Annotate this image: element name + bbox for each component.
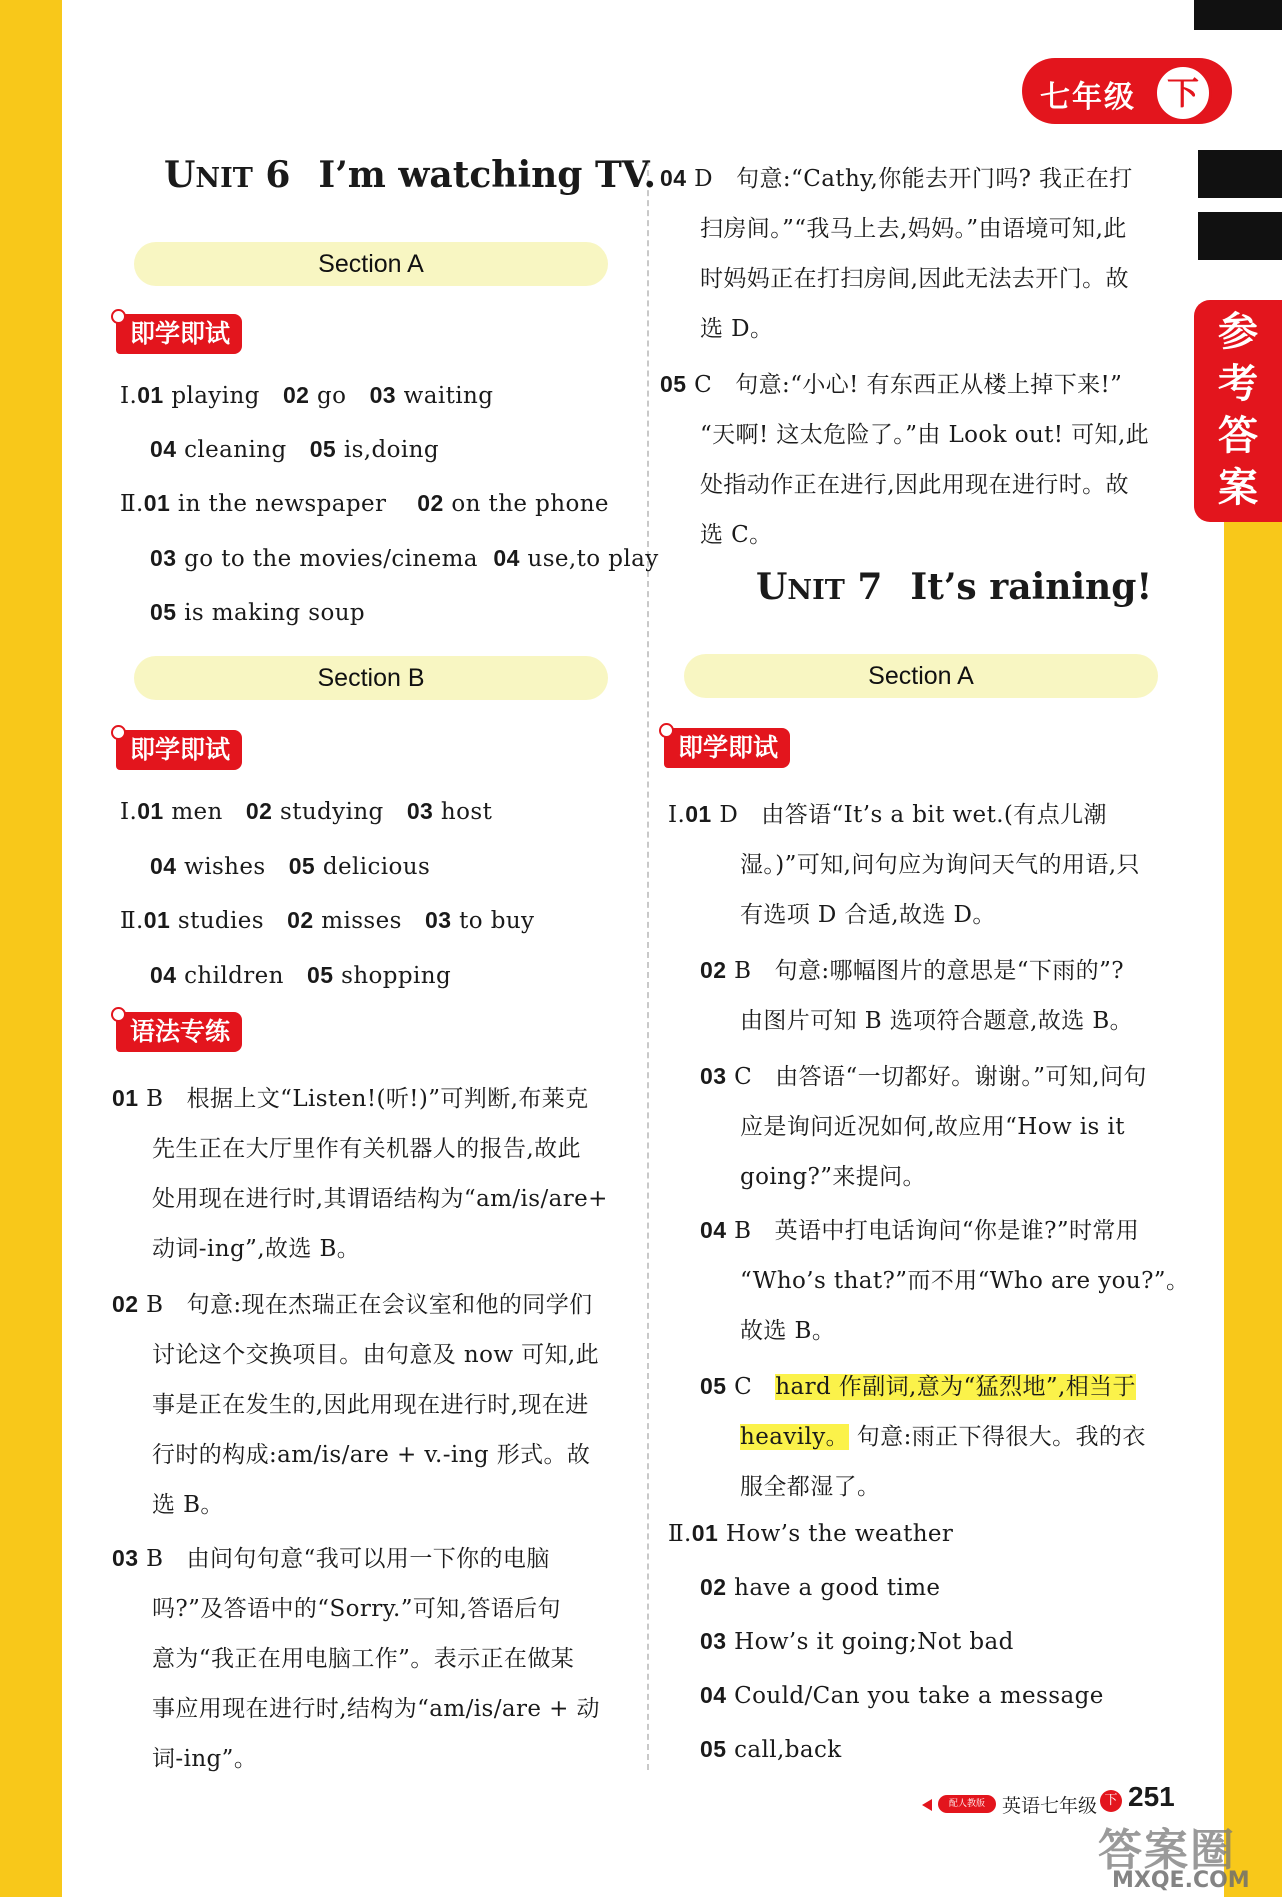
unit7-practice-badge: 即学即试 xyxy=(664,728,790,768)
g03-line2: 吗?”及答语中的“Sorry.”可知,答语后句 xyxy=(152,1596,561,1622)
u7-05-line1: 05 C hard 作副词,意为“猛烈地”,相当于 xyxy=(700,1373,1136,1400)
g01-line4: 动词-ing”,故选 B。 xyxy=(152,1236,361,1262)
reference-answer-tab xyxy=(1194,300,1282,522)
g01-line2: 先生正在大厅里作有关机器人的报告,故此 xyxy=(152,1136,581,1162)
column-divider xyxy=(647,160,649,1770)
unit7-title: UNIT 7 It’s raining! xyxy=(756,566,1153,608)
g03-line4: 事应用现在进行时,结构为“am/is/are + 动 xyxy=(152,1696,600,1722)
ref-char-3: 答 xyxy=(1218,413,1258,459)
highlighted-heavily: heavily。 xyxy=(740,1424,850,1450)
r05-line1: 05 C 句意:“小心! 有东西正从楼上掉下来!” xyxy=(660,371,1123,398)
ref-char-2: 考 xyxy=(1218,361,1258,407)
u7-05-line3: 服全都湿了。 xyxy=(740,1474,881,1500)
g02-line3: 事是正在发生的,因此用现在进行时,现在进 xyxy=(152,1392,589,1418)
u7-01-line2: 湿。)”可知,问句应为询问天气的用语,只 xyxy=(740,852,1140,878)
unit6-title: UNIT 6 I’m watching TV. xyxy=(164,154,656,196)
u7-04-line2: “Who’s that?”而不用“Who are you?”。 xyxy=(740,1268,1190,1294)
practice-badge-b: 即学即试 xyxy=(116,730,242,770)
u7-03-line2: 应是询问近况如何,故应用“How is it xyxy=(740,1114,1125,1140)
footer-volume-circle: 下 xyxy=(1100,1790,1122,1812)
g01-line3: 处用现在进行时,其谓语结构为“am/is/are+ xyxy=(152,1186,608,1212)
u7-03-line1: 03 C 由答语“一切都好。谢谢。”可知,问句 xyxy=(700,1063,1147,1090)
u7-02-line1: 02 B 句意:哪幅图片的意思是“下雨的”? xyxy=(700,957,1124,984)
footer-edition-tag: 配人教版 xyxy=(938,1795,996,1813)
g03-line3: 意为“我正在用电脑工作”。表示正在做某 xyxy=(152,1646,575,1672)
r04-line2: 扫房间。”“我马上去,妈妈。”由语境可知,此 xyxy=(700,216,1127,242)
a-part1-line1: Ⅰ.01 playing 02 go 03 waiting xyxy=(120,382,494,409)
a-part1-line2: 04 cleaning 05 is,doing xyxy=(150,436,439,463)
r05-line4: 选 C。 xyxy=(700,522,773,548)
corner-black-bar xyxy=(1194,0,1282,30)
side-black-mark-2 xyxy=(1198,212,1282,260)
right-yellow-strip xyxy=(1224,520,1282,1897)
unit7-section-a-band: Section A xyxy=(684,654,1158,698)
ref-char-4: 案 xyxy=(1218,465,1258,511)
watermark-url: MXQE.COM xyxy=(1112,1868,1250,1893)
b-part1-line1: Ⅰ.01 men 02 studying 03 host xyxy=(120,798,493,825)
grade-volume-circle: 下 xyxy=(1154,64,1212,122)
u7-p2-05: 05 call,back xyxy=(700,1736,842,1763)
grammar-badge: 语法专练 xyxy=(116,1012,242,1052)
g02-line5: 选 B。 xyxy=(152,1492,224,1518)
g03-line1: 03 B 由问句句意“我可以用一下你的电脑 xyxy=(112,1545,550,1572)
r05-line3: 处指动作正在进行,因此用现在进行时。故 xyxy=(700,472,1129,498)
u7-05-line2: heavily。 句意:雨正下得很大。我的衣 xyxy=(740,1424,1146,1450)
u7-01-line3: 有选项 D 合适,故选 D。 xyxy=(740,902,996,928)
highlighted-note: hard 作副词,意为“猛烈地”,相当于 xyxy=(775,1374,1136,1400)
b-part1-line2: 04 wishes 05 delicious xyxy=(150,853,431,880)
a-part2-line2: 03 go to the movies/cinema 04 use,to play xyxy=(150,545,659,572)
a-part2-line3: 05 is making soup xyxy=(150,599,366,626)
a-part2-line1: Ⅱ.01 in the newspaper 02 on the phone xyxy=(120,490,609,517)
r05-line2: “天啊! 这太危险了。”由 Look out! 可知,此 xyxy=(700,422,1150,448)
u7-p2-01: Ⅱ.01 How’s the weather xyxy=(668,1520,954,1547)
u7-04-line1: 04 B 英语中打电话询问“你是谁?”时常用 xyxy=(700,1217,1140,1244)
u7-p2-04: 04 Could/Can you take a message xyxy=(700,1682,1104,1709)
b-part2-line2: 04 children 05 shopping xyxy=(150,962,452,989)
watermark-logo xyxy=(1098,1810,1282,1897)
g02-line4: 行时的构成:am/is/are + v.-ing 形式。故 xyxy=(152,1442,591,1468)
section-b-band: Section B xyxy=(134,656,608,700)
g02-line1: 02 B 句意:现在杰瑞正在会议室和他的同学们 xyxy=(112,1291,593,1318)
left-yellow-strip xyxy=(0,0,62,1897)
ref-char-1: 参 xyxy=(1218,309,1258,355)
r04-line1: 04 D 句意:“Cathy,你能去开门吗? 我正在打 xyxy=(660,165,1133,192)
b-part2-line1: Ⅱ.01 studies 02 misses 03 to buy xyxy=(120,907,535,934)
footer-book-title: 英语七年级 xyxy=(1002,1795,1098,1817)
practice-badge-a: 即学即试 xyxy=(116,314,242,354)
u7-p2-02: 02 have a good time xyxy=(700,1574,941,1601)
u7-01-line1: Ⅰ.01 D 由答语“It’s a bit wet.(有点儿潮 xyxy=(668,801,1107,828)
side-black-mark-1 xyxy=(1198,150,1282,198)
r04-line3: 时妈妈正在打扫房间,因此无法去开门。故 xyxy=(700,266,1129,292)
r04-line4: 选 D。 xyxy=(700,316,774,342)
page-number: 251 xyxy=(1128,1781,1175,1812)
u7-p2-03: 03 How’s it going;Not bad xyxy=(700,1628,1014,1655)
u7-02-line2: 由图片可知 B 选项符合题意,故选 B。 xyxy=(740,1008,1134,1034)
g01-line1: 01 B 根据上文“Listen!(听!)”可判断,布莱克 xyxy=(112,1085,589,1112)
u7-03-line3: going?”来提问。 xyxy=(740,1164,926,1190)
section-a-band: Section A xyxy=(134,242,608,286)
grade-label: 七年级 xyxy=(1040,80,1136,115)
watermark-glyph: 答案圈 xyxy=(1098,1825,1236,1876)
g02-line2: 讨论这个交换项目。由句意及 now 可知,此 xyxy=(152,1342,600,1368)
footer-arrow-icon xyxy=(922,1799,932,1811)
u7-04-line3: 故选 B。 xyxy=(740,1318,836,1344)
g03-line5: 词-ing”。 xyxy=(152,1746,258,1772)
